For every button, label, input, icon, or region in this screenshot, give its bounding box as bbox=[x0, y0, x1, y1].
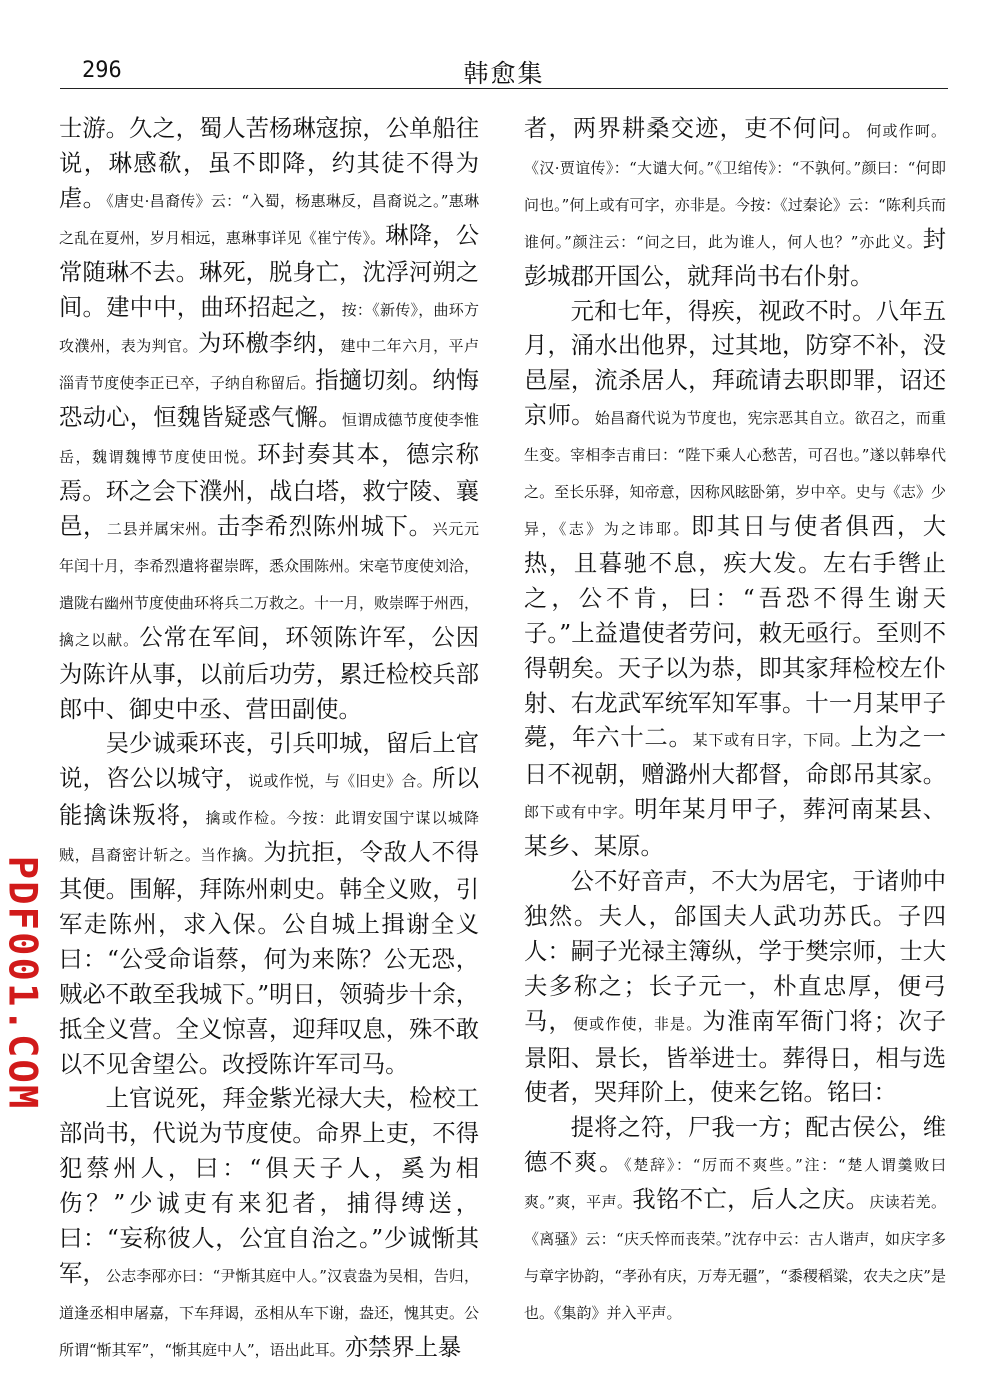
body-text: 为环檄李纳， bbox=[198, 330, 341, 358]
paragraph bbox=[524, 295, 946, 866]
body-text: 指擿切刻。纳悔恐动心，恒魏皆疑惑气懈。 bbox=[59, 367, 479, 432]
paragraph bbox=[524, 112, 946, 295]
book-title: 韩愈集 bbox=[463, 59, 545, 88]
annotation-text: 郎下或有中字。 bbox=[524, 803, 635, 822]
page-number: 296 bbox=[82, 58, 122, 83]
annotation-text: 何或作呵。《汉·贾谊传》：“大谴大何。”《卫绾传》：“不孰何。”颜曰：“何即问也。”何上或有可字，亦非是。今按：《过秦论》云：“陈利兵而谁何。”颜注云：“问之曰，此为谁人，何人也？”亦此义。 bbox=[524, 122, 946, 251]
annotation-text: 擒或作检。今按：此谓安国宁谋以城降贼，昌裔密计斩之。当作擒。 bbox=[59, 809, 479, 865]
annotation-text: 公志李邴亦曰：“尹惭其庭中人。”汉袁盎为吴相，告归，道逢丞相申屠嘉，下车拜谒，丞相从车下谢，盎还，愧其吏。公所谓“惭其军”，“惭其庭中人”，语出此耳。 bbox=[59, 1267, 480, 1359]
body-text: 为抗拒，令敌人不得其便。围解，拜陈州刺史。韩全义败，引军走陈州，求入保。公自城上揖谢全义曰：“公受命诣蔡，何为来陈？公无恐，贼必不敢至我城下。”明日，领骑步十余，抵全义营。全义惊喜，迎拜叹息，殊不敢以不见舍望公。改授陈许军司马。 bbox=[59, 839, 479, 1078]
body-text: 我铭不亡，后人之庆。 bbox=[632, 1186, 870, 1214]
paragraph bbox=[524, 865, 946, 1111]
page-header bbox=[60, 52, 948, 90]
paragraph bbox=[59, 727, 479, 1082]
body-text: 吴少诚乘环丧，引兵叩城，留后上官说，咨公以城守， bbox=[59, 730, 479, 793]
annotation-text: 便或作使，非是。 bbox=[572, 1014, 703, 1033]
body-text: 环封奏其本，德宗称焉。环之会下濮州，战白塔，救宁陵、襄邑， bbox=[59, 441, 479, 540]
body-text: 公常在军间，环领陈许军，公因为陈许从事，以前后功劳，累迁检校兵部郎中、御史中丞、营田副使。 bbox=[59, 623, 479, 723]
body-text: 者，两界耕桑交迹，吏不何问。 bbox=[524, 115, 867, 142]
annotation-text: 二县并属宋州。 bbox=[106, 519, 217, 538]
body-text: 封彭城郡开国公，就拜尚书右仆射。 bbox=[524, 225, 946, 290]
body-text: 为淮南军衙门将；次子景阳、景长，皆举进士。葬得日，相与选使者，哭拜阶上，使来乞铭。铭曰： bbox=[524, 1007, 947, 1107]
body-text: 提将之符，尸我一方；配古侯公，维德不爽。 bbox=[524, 1114, 946, 1177]
annotation-text: 始昌裔代说为节度也，宪宗恶其自立。欲召之，而重生变。宰相李吉甫曰：“陛下乘人心愁苦，可召也。”遂以韩皋代之。至长乐驿，知帝意，因称风眩卧第，岁中卒。史与《志》少异，《志》为之讳耶。 bbox=[524, 409, 946, 538]
annotation-text: 庆读若羌。《离骚》云：“庆夭悴而丧荣。”沈存中云：古人谐声，如庆字多与章字协韵，“孝孙有庆，万寿无疆”，“黍稷稻粱，农夫之庆”是也。《集韵》并入平声。 bbox=[524, 1193, 946, 1322]
left-text-column bbox=[59, 112, 479, 1368]
body-text: 公不好音声，不大为居宅，于诸帅中独然。夫人，郃国夫人武功苏氏。子四人：嗣子光禄主簿纵，学于樊宗师，士大夫多称之；长子元一，朴直忠厚，便弓马， bbox=[524, 868, 946, 1035]
body-text: 士游。久之，蜀人苦杨琳寇掠，公单船往说，琳感欷，虽不即降，约其徒不得为虐。 bbox=[59, 115, 479, 212]
body-text: 琳降，公常随琳不去。琳死，脱身亡，沈浮河朔之间。建中中，曲环招起之， bbox=[59, 221, 479, 321]
body-text: 即其日与使者俱西，大热，且暮驰不息，疾大发。左右手辔止之，公不肯，曰：“吾恐不得生谢天子。”上益遣使者劳问，敕无亟行。至则不得朝矣。天子以为恭，即其家拜检校左仆射、右龙武军统军知军事。十一月某甲子薨，年六十二。 bbox=[524, 512, 946, 752]
body-text: 所以能擒诛叛将， bbox=[59, 765, 480, 830]
annotation-text: 恒谓成德节度使李惟岳，魏谓魏博节度使田悦。 bbox=[59, 411, 479, 467]
body-text: 上官说死，拜金紫光禄大夫，检校工部尚书，代说为节度使。命界上吏，不得犯蔡州人，曰：“俱天子人，奚为相伤？”少诚吏有来犯者，捕得缚送，曰：“妄称彼人，公宜自治之。”少诚惭其军， bbox=[59, 1085, 479, 1287]
header-rule bbox=[60, 88, 948, 89]
body-text: 击李希烈陈州城下。 bbox=[216, 512, 433, 540]
annotation-text: 兴元元年闰十月，李希烈遣将翟崇晖，悉众围陈州。宋亳节度使刘洽，遣陇右幽州节度使曲环将兵二万救之。十一月，败崇晖于州西，擒之以献。 bbox=[59, 519, 480, 649]
annotation-text: 按：《新传》，曲环方攻濮州，表为判官。 bbox=[59, 300, 479, 356]
annotation-text: 《楚辞》：“厉而不爽些。”注：“楚人谓羹败曰爽。”爽，平声。 bbox=[524, 1156, 947, 1212]
body-text: 明年某月甲子，葬河南某县、某乡、某原。 bbox=[524, 796, 946, 861]
annotation-text: 建中二年六月，平卢淄青节度使李正已卒，子纳自称留后。 bbox=[59, 337, 479, 393]
annotation-text: 《唐史·昌裔传》云：“入蜀，杨惠琳反，昌裔说之。”惠琳之乱在夏州，岁月相远，惠琳事详见《崔宁传》。 bbox=[59, 191, 479, 247]
paragraph bbox=[524, 1111, 946, 1330]
annotation-text: 说或作悦，与《旧史》合。 bbox=[248, 772, 433, 791]
watermark bbox=[0, 848, 45, 1118]
body-text: 亦禁界上暴 bbox=[344, 1333, 462, 1361]
watermark-text: PDF001.COM bbox=[0, 855, 45, 1111]
paragraph bbox=[59, 1082, 479, 1367]
annotation-text: 某下或有日字，下同。 bbox=[692, 731, 851, 750]
right-text-column bbox=[524, 112, 946, 1331]
body-text: 元和七年，得疾，视政不时。八年五月，涌水出他界，过其地，防穿不补，没邑屋，流杀居人，拜疏请去职即罪，诏还京师。 bbox=[524, 297, 946, 430]
body-text: 上为之一日不视朝，赠潞州大都督，命郎吊其家。 bbox=[524, 724, 947, 789]
paragraph bbox=[59, 112, 479, 727]
